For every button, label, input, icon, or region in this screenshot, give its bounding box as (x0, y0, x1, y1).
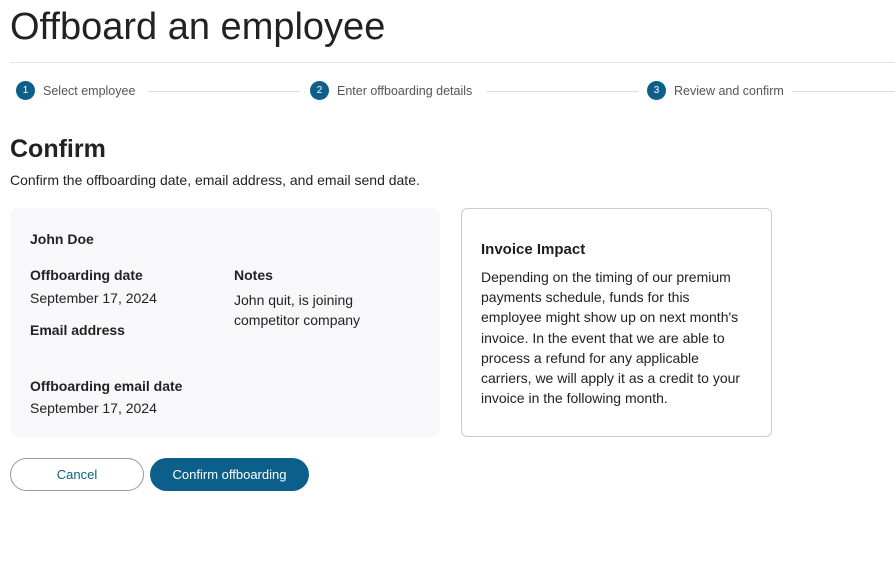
step-review-confirm (647, 81, 784, 100)
step-number: 2 (310, 81, 329, 100)
offboarding-date-label: Offboarding date (30, 267, 143, 283)
step-connector (486, 91, 638, 92)
notes-value: John quit, is joining competitor company (234, 292, 361, 328)
notes-label: Notes (234, 267, 273, 283)
section-title: Confirm (10, 135, 106, 163)
offboarding-date-value: September 17, 2024 (30, 290, 157, 306)
step-number: 1 (16, 81, 35, 100)
invoice-impact-title: Invoice Impact (481, 241, 586, 258)
employee-summary-card (10, 208, 440, 437)
page-title: Offboard an employee (10, 6, 386, 48)
step-label: Review and confirm (674, 83, 784, 98)
offboarding-email-date-value: September 17, 2024 (30, 400, 157, 416)
cancel-button[interactable]: Cancel (10, 458, 144, 491)
step-label: Enter offboarding details (337, 83, 473, 98)
divider (10, 62, 895, 63)
step-connector (792, 91, 895, 92)
invoice-impact-card (461, 208, 772, 437)
step-label: Select employee (43, 83, 136, 98)
email-address-label: Email address (30, 322, 125, 338)
invoice-impact-body: Depending on the timing of our premium payments schedule, funds for this employee might show up on next month's invoice. In the event that we are able to process a refund for any applicable carriers, we will apply it as a credit to your invoice in the following month. (481, 269, 741, 407)
step-number: 3 (647, 81, 666, 100)
stepper (16, 81, 895, 103)
step-select-employee (16, 81, 135, 100)
confirm-offboarding-button[interactable]: Confirm offboarding (150, 458, 309, 491)
step-connector (148, 91, 300, 92)
employee-name: John Doe (30, 231, 94, 247)
offboarding-email-date-label: Offboarding email date (30, 378, 183, 394)
step-enter-details (310, 81, 472, 100)
section-subtitle: Confirm the offboarding date, email address, and email send date. (10, 172, 420, 188)
